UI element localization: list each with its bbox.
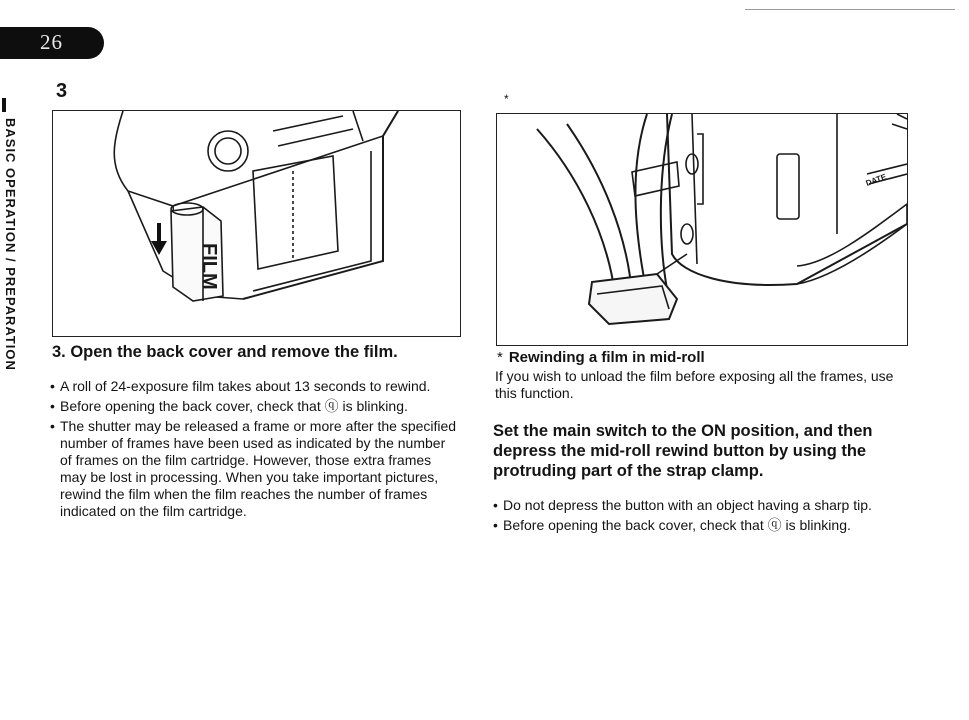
illustration-mid-roll-rewind	[496, 113, 908, 346]
step-number: 3	[56, 80, 68, 102]
step-heading: 3. Open the back cover and remove the film.	[52, 343, 398, 361]
right-bullet-list	[493, 497, 905, 537]
section-side-label: BASIC OPERATION / PREPARATION	[3, 118, 18, 371]
section-title-text: Rewinding a film in mid-roll	[508, 349, 705, 366]
list-item: • Do not depress the button with an object having a sharp tip.	[493, 497, 905, 514]
left-bullet-list	[50, 378, 458, 523]
film-cartridge-label: FILM	[198, 243, 220, 290]
asterisk-mark: *	[504, 92, 509, 106]
page-number: 26	[40, 30, 63, 54]
side-marker	[2, 98, 6, 112]
section-title	[497, 349, 705, 366]
list-item: • Before opening the back cover, check that ⓠ is blinking.	[50, 398, 458, 415]
section-intro: If you wish to unload the film before exposing all the frames, use this function.	[495, 368, 894, 401]
illustration-remove-film	[52, 110, 461, 337]
list-item: • A roll of 24-exposure film takes about 13 seconds to rewind.	[50, 378, 458, 395]
date-button-label: DATE	[864, 172, 888, 188]
title-asterisk: *	[497, 349, 503, 366]
instruction-heading: Set the main switch to the ON position, and then depress the mid-roll rewind button by using the protruding part of the strap clamp.	[493, 422, 873, 480]
list-item: • The shutter may be released a frame or more after the specified number of frames have been used as indicated by the number of frames on the film cartridge. However, those extra frames may be lost in processing. When you take important pictures, rewind the film when the film reaches the number of frames indicated on the film cartridge.	[50, 418, 458, 520]
list-item: • Before opening the back cover, check that ⓠ is blinking.	[493, 517, 905, 534]
header-rule	[745, 9, 955, 10]
